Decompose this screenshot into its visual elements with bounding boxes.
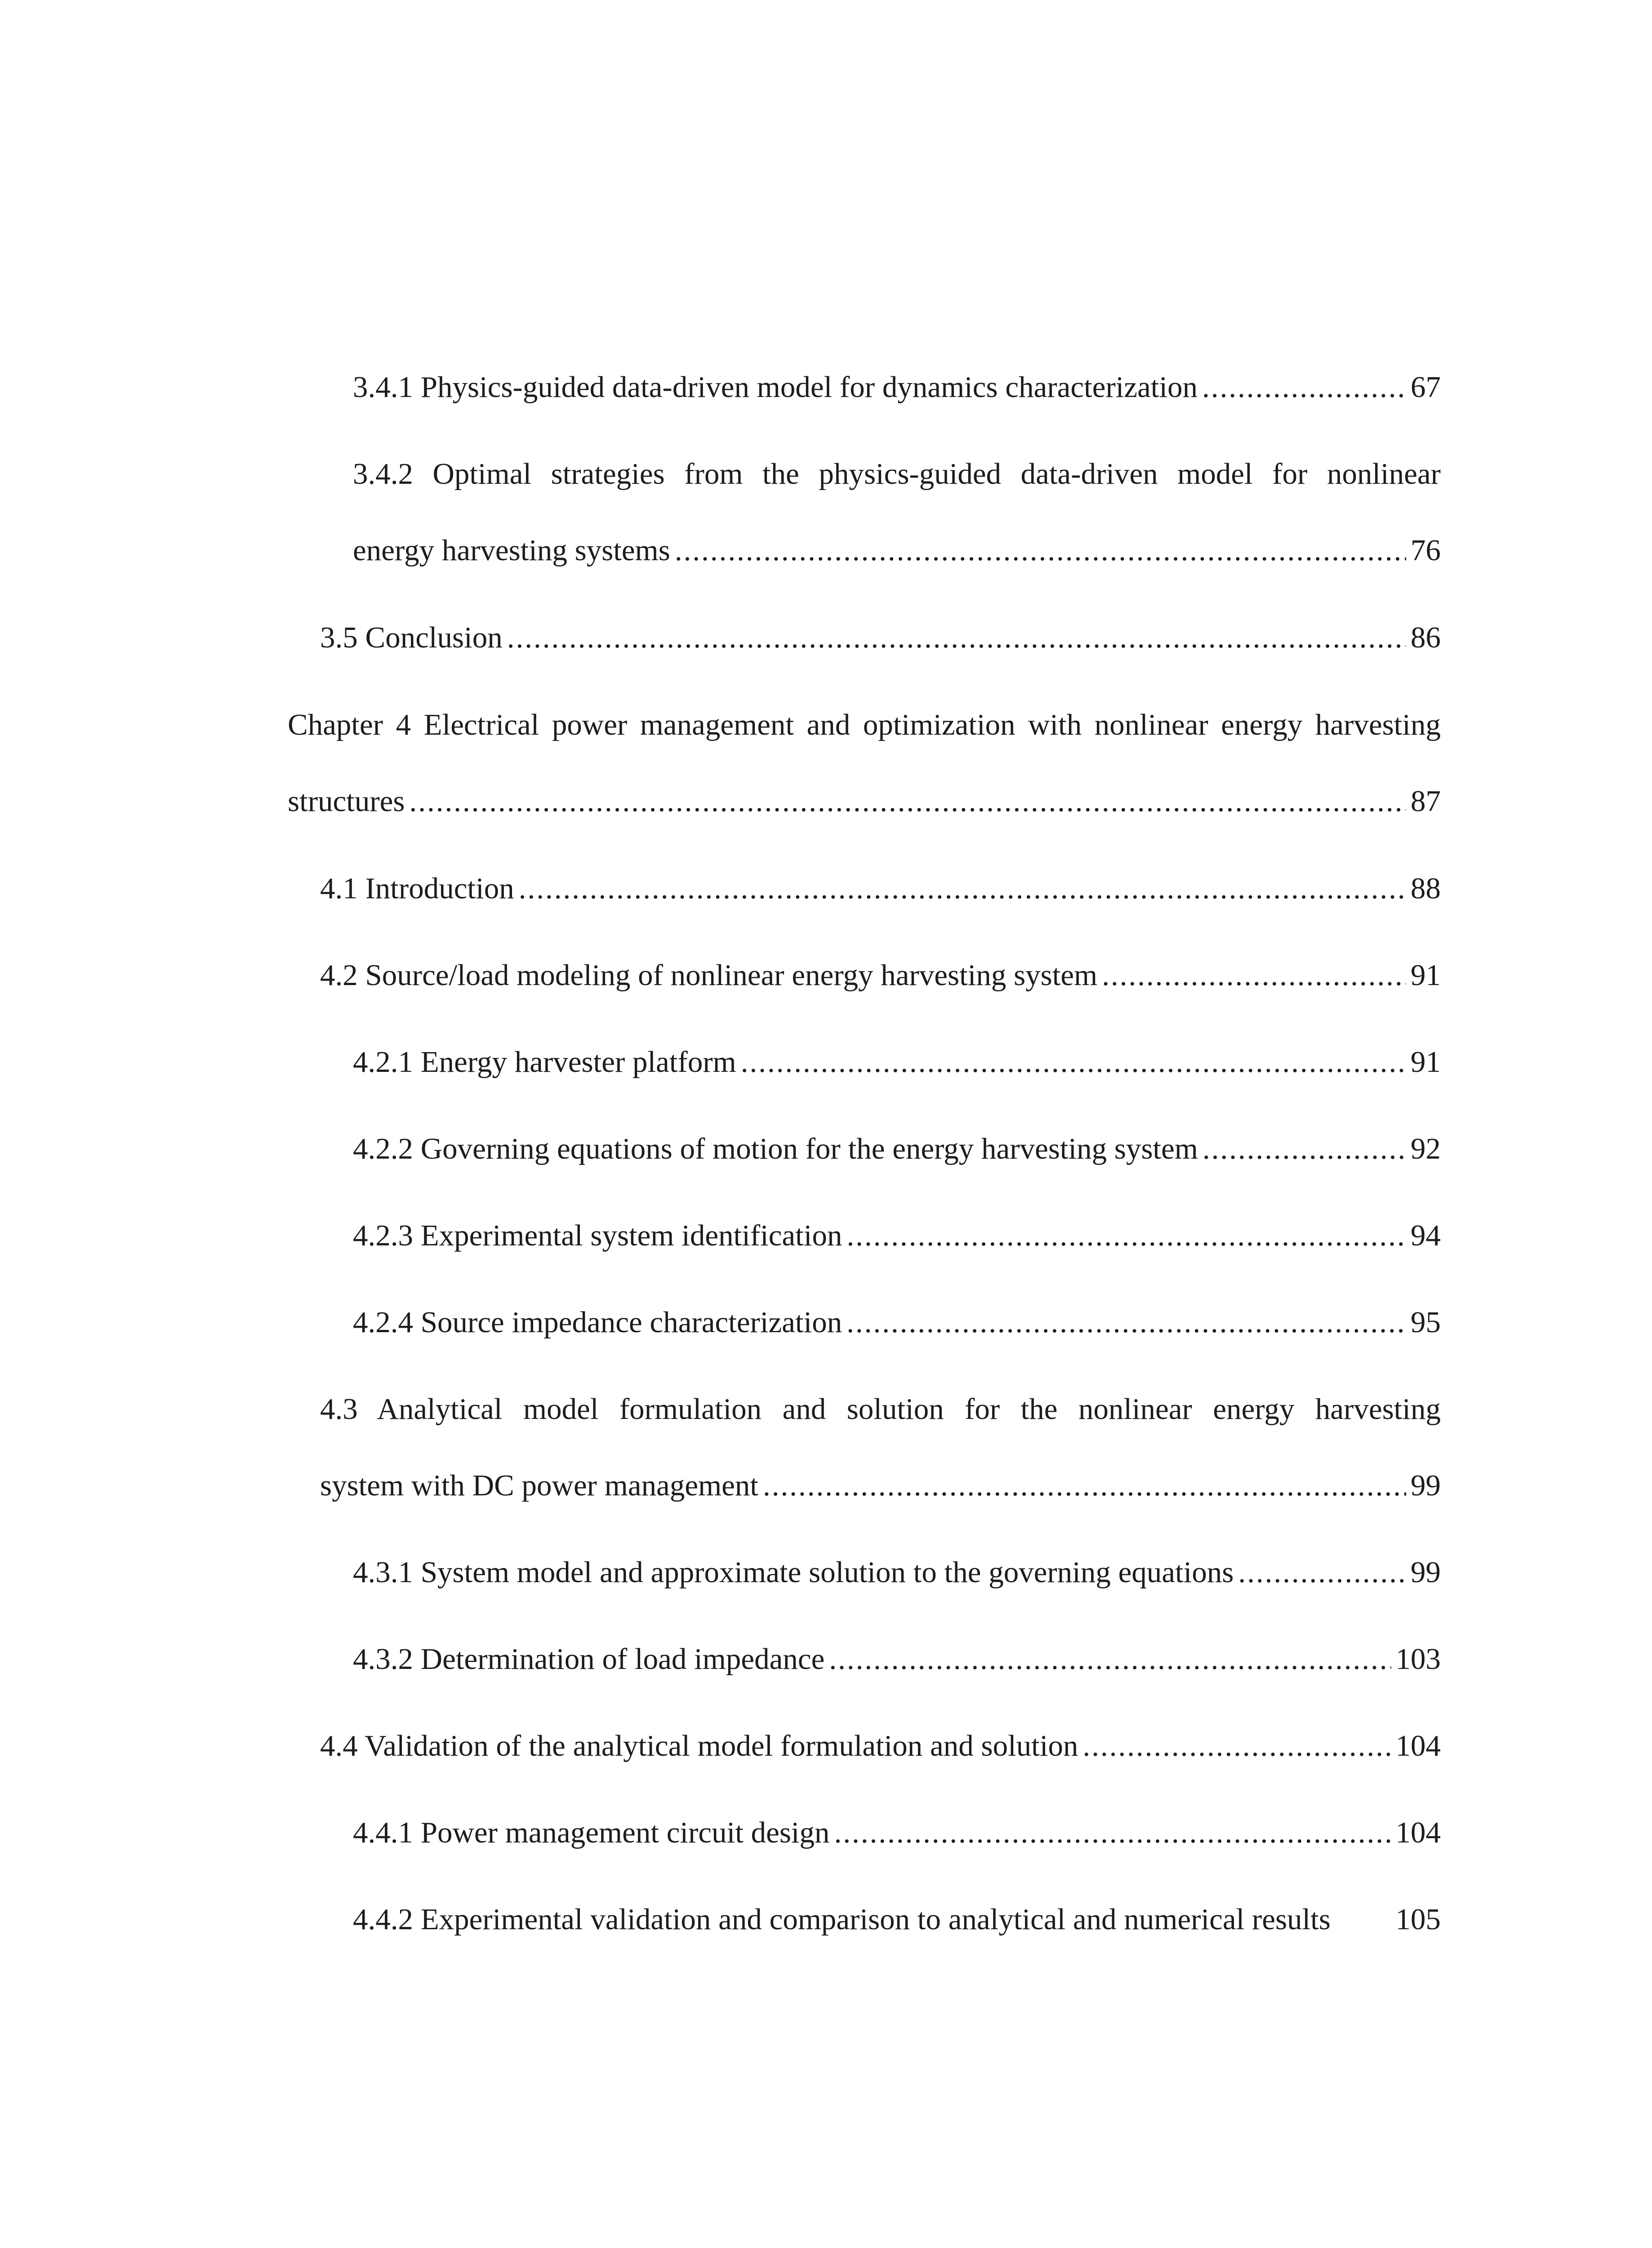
toc-entry-chapter-4-line2[interactable] — [288, 781, 1441, 822]
toc-entry-title: 4.4.1 Power management circuit design — [353, 1816, 830, 1849]
toc-entry-title-line1: Chapter 4 Electrical power management and optimization with nonlinear energy harvesting — [288, 708, 1441, 741]
dot-leader — [846, 1302, 1406, 1343]
toc-entry-4-4-2[interactable] — [353, 1899, 1441, 1940]
toc-entry-title: 4.3.2 Determination of load impedance — [353, 1642, 825, 1676]
toc-entry-title: 4.2 Source/load modeling of nonlinear energy harvesting system — [320, 959, 1098, 992]
toc-entry-title: system with DC power management — [320, 1469, 759, 1502]
toc-entry-title: 4.1 Introduction — [320, 872, 514, 905]
dot-leader — [847, 1215, 1407, 1256]
toc-entry-title: 4.2.4 Source impedance characterization — [353, 1306, 842, 1339]
toc-page-number: 104 — [1395, 1729, 1441, 1762]
dot-leader — [1102, 955, 1406, 996]
toc-entry-3-4-2-line1[interactable] — [353, 453, 1441, 495]
toc-entry-title: 4.4 Validation of the analytical model formulation and solution — [320, 1729, 1078, 1762]
toc-entry-4-3-2[interactable] — [353, 1638, 1441, 1680]
toc-page-number: 99 — [1411, 1469, 1441, 1502]
toc-entry-4-3-line1[interactable] — [320, 1388, 1441, 1430]
toc-entry-4-3-line2[interactable] — [320, 1465, 1441, 1506]
toc-page-number: 99 — [1411, 1556, 1441, 1589]
toc-entry-title: 3.5 Conclusion — [320, 621, 503, 654]
dot-leader — [519, 868, 1406, 909]
dot-leader — [834, 1812, 1391, 1853]
toc-entry-title: 4.4.2 Experimental validation and comparison to analytical and numerical results — [353, 1903, 1331, 1936]
toc-page-number: 88 — [1411, 872, 1441, 905]
dot-leader — [1082, 1725, 1391, 1766]
toc-page-number: 91 — [1411, 1045, 1441, 1079]
toc-entry-4-2-1[interactable] — [353, 1041, 1441, 1083]
dot-leader — [1202, 1128, 1406, 1169]
toc-page-number: 103 — [1395, 1642, 1441, 1676]
toc-entry-title: 4.3.1 System model and approximate solution to the governing equations — [353, 1556, 1234, 1589]
toc-entry-4-1[interactable] — [320, 868, 1441, 909]
toc-page-number: 86 — [1411, 621, 1441, 654]
toc-page-number: 104 — [1395, 1816, 1441, 1849]
toc-page-number: 95 — [1411, 1306, 1441, 1339]
toc-entry-title-line1: 4.3 Analytical model formulation and solution for the nonlinear energy harvesting — [320, 1392, 1441, 1426]
dot-leader — [763, 1465, 1406, 1506]
toc-entry-title: 4.2.3 Experimental system identification — [353, 1219, 842, 1252]
toc-page-number: 92 — [1411, 1132, 1441, 1165]
toc-entry-title: energy harvesting systems — [353, 534, 670, 567]
toc-entry-4-2-4[interactable] — [353, 1302, 1441, 1343]
toc-entry-3-5[interactable] — [320, 617, 1441, 658]
toc-page-number: 76 — [1411, 534, 1441, 567]
toc-entry-title: 4.2.2 Governing equations of motion for the energy harvesting system — [353, 1132, 1198, 1165]
toc-entry-4-2-3[interactable] — [353, 1215, 1441, 1256]
dot-leader — [409, 781, 1406, 822]
toc-entry-title: structures — [288, 785, 405, 818]
toc-entry-4-2[interactable] — [320, 955, 1441, 996]
toc-entry-chapter-4-line1[interactable] — [288, 704, 1441, 745]
dot-leader — [741, 1041, 1406, 1083]
toc-page-number: 91 — [1411, 959, 1441, 992]
dot-leader — [1238, 1552, 1406, 1593]
dot-leader — [1202, 366, 1406, 408]
toc-entry-4-3-1[interactable] — [353, 1552, 1441, 1593]
toc-entry-3-4-1[interactable] — [353, 366, 1441, 408]
toc-page-number: 87 — [1411, 785, 1441, 818]
toc-entry-4-2-2[interactable] — [353, 1128, 1441, 1169]
toc-page-number: 105 — [1395, 1903, 1441, 1936]
toc-entry-title: 3.4.1 Physics-guided data-driven model for dynamics characterization — [353, 370, 1198, 404]
toc-entry-4-4-1[interactable] — [353, 1812, 1441, 1853]
toc-entry-4-4[interactable] — [320, 1725, 1441, 1766]
toc-page-number: 94 — [1411, 1219, 1441, 1252]
toc-entry-3-4-2-line2[interactable] — [353, 530, 1441, 571]
toc-entry-title-line1: 3.4.2 Optimal strategies from the physics-guided data-driven model for nonlinear — [353, 457, 1441, 491]
dot-leader — [675, 530, 1406, 571]
toc-page-number: 67 — [1411, 370, 1441, 404]
dot-leader — [507, 617, 1406, 658]
dot-leader — [829, 1638, 1391, 1680]
toc-entry-title: 4.2.1 Energy harvester platform — [353, 1045, 736, 1079]
